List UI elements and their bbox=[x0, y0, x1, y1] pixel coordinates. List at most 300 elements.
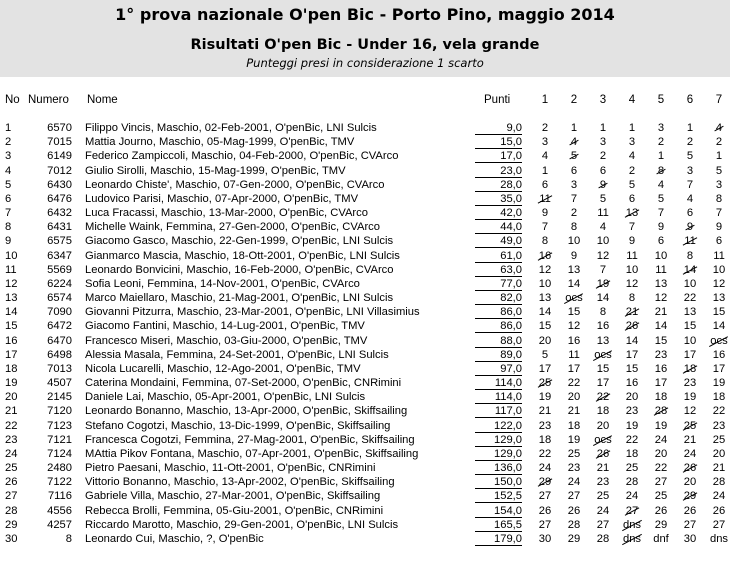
race-result-cell: 8 bbox=[570, 221, 578, 233]
race-result-cell: 27 bbox=[596, 519, 610, 531]
race-result-cell: 4 bbox=[599, 221, 607, 233]
race-result-cell: 4 bbox=[686, 193, 694, 205]
sailor-name-cell: Ludovico Parisi, Maschio, 07-Apr-2000, O'penBic, TMV bbox=[85, 193, 359, 205]
discarded-race-result-cell: dns bbox=[622, 533, 642, 545]
column-header-no: No bbox=[5, 94, 20, 106]
discarded-race-result-cell: 29 bbox=[538, 476, 552, 488]
race-result-cell: 14 bbox=[712, 320, 726, 332]
points-underline bbox=[475, 162, 522, 163]
sail-number-cell: 4257 bbox=[47, 519, 72, 531]
race-result-cell: 23 bbox=[683, 377, 697, 389]
sail-number-cell: 6431 bbox=[47, 221, 72, 233]
discarded-race-result-cell: ocs bbox=[594, 434, 612, 446]
race-result-cell: 17 bbox=[567, 363, 581, 375]
sailor-name-cell: Caterina Mondaini, Femmina, 07-Set-2000, O'penBic, CNRimini bbox=[85, 377, 402, 389]
discarded-race-result-cell: 22 bbox=[596, 391, 610, 403]
points-cell: 150,0 bbox=[494, 476, 522, 488]
points-cell: 89,0 bbox=[500, 349, 522, 361]
points-cell: 17,0 bbox=[500, 150, 522, 162]
race-result-cell: 19 bbox=[538, 391, 552, 403]
points-cell: 165,5 bbox=[494, 519, 522, 531]
race-result-cell: 5 bbox=[686, 150, 694, 162]
sail-number-cell: 7013 bbox=[47, 363, 72, 375]
discarded-race-result-cell: 14 bbox=[683, 264, 697, 276]
race-result-cell: 20 bbox=[712, 448, 726, 460]
discarded-race-result-cell: 4 bbox=[715, 122, 723, 134]
points-cell: 86,0 bbox=[500, 320, 522, 332]
race-result-cell: 18 bbox=[596, 405, 610, 417]
scoring-note: Punteggi presi in considerazione 1 scarto bbox=[246, 56, 484, 70]
points-cell: 35,0 bbox=[500, 193, 522, 205]
table-row bbox=[0, 164, 730, 178]
sail-number-cell: 5569 bbox=[47, 264, 72, 276]
race-result-cell: dnf bbox=[653, 533, 669, 545]
race-result-cell: 24 bbox=[712, 490, 726, 502]
table-row bbox=[0, 419, 730, 433]
points-cell: 117,0 bbox=[494, 405, 522, 417]
points-cell: 77,0 bbox=[500, 278, 522, 290]
table-row bbox=[0, 362, 730, 376]
race-result-cell: 10 bbox=[712, 264, 726, 276]
race-result-cell: 3 bbox=[657, 122, 665, 134]
sail-number-cell: 6224 bbox=[47, 278, 72, 290]
sail-number-cell: 6498 bbox=[47, 349, 72, 361]
sail-number-cell: 6149 bbox=[47, 150, 72, 162]
sailor-name-cell: Giovanni Pitzurra, Maschio, 23-Mar-2001, O'penBic, LNI Villasimius bbox=[85, 306, 420, 318]
race-result-cell: 6 bbox=[715, 235, 723, 247]
rank-cell: 13 bbox=[5, 292, 18, 304]
race-result-cell: 17 bbox=[538, 363, 552, 375]
race-result-cell: 22 bbox=[712, 405, 726, 417]
race-result-cell: 24 bbox=[683, 448, 697, 460]
rank-cell: 2 bbox=[5, 136, 12, 148]
rank-cell: 7 bbox=[5, 207, 12, 219]
sailor-name-cell: Riccardo Marotto, Maschio, 29-Gen-2001, O'penBic, LNI Sulcis bbox=[85, 519, 399, 531]
race-result-cell: 21 bbox=[683, 434, 697, 446]
discarded-race-result-cell: 13 bbox=[625, 207, 639, 219]
sailor-name-cell: Pietro Paesani, Maschio, 11-Ott-2001, O'penBic, CNRimini bbox=[85, 462, 376, 474]
points-cell: 44,0 bbox=[500, 221, 522, 233]
sail-number-cell: 7120 bbox=[47, 405, 72, 417]
race-result-cell: 1 bbox=[628, 122, 636, 134]
race-result-cell: 7 bbox=[657, 207, 665, 219]
race-result-cell: 1 bbox=[599, 122, 607, 134]
discarded-race-result-cell: 16 bbox=[538, 250, 552, 262]
sailor-name-cell: Francesco Miseri, Maschio, 03-Giu-2000, O'penBic, TMV bbox=[85, 335, 368, 347]
sail-number-cell: 7122 bbox=[47, 476, 72, 488]
table-row bbox=[0, 249, 730, 263]
race-result-cell: 25 bbox=[654, 490, 668, 502]
race-result-cell: 11 bbox=[597, 207, 609, 219]
sail-number-cell: 6574 bbox=[47, 292, 72, 304]
table-row bbox=[0, 433, 730, 447]
page-subtitle: Risultati O'pen Bic - Under 16, vela grande bbox=[190, 37, 540, 53]
race-result-cell: 26 bbox=[538, 505, 552, 517]
rank-cell: 27 bbox=[5, 490, 18, 502]
race-result-cell: 12 bbox=[538, 264, 552, 276]
sail-number-cell: 6470 bbox=[47, 335, 72, 347]
race-result-cell: 5 bbox=[628, 179, 636, 191]
race-result-cell: 13 bbox=[683, 306, 697, 318]
discarded-race-result-cell: 18 bbox=[683, 363, 697, 375]
discarded-race-result-cell: 26 bbox=[683, 462, 697, 474]
race-result-cell: 26 bbox=[567, 505, 581, 517]
points-cell: 122,0 bbox=[494, 420, 522, 432]
table-row bbox=[0, 121, 730, 135]
rank-cell: 24 bbox=[5, 448, 18, 460]
race-result-cell: 9 bbox=[628, 235, 636, 247]
sailor-name-cell: Federico Zampiccoli, Maschio, 04-Feb-2000, O'penBic, CVArco bbox=[85, 150, 399, 162]
points-cell: 82,0 bbox=[500, 292, 522, 304]
race-result-cell: 11 bbox=[713, 250, 725, 262]
sailor-name-cell: Giacomo Fantini, Maschio, 14-Lug-2001, O'penBic, TMV bbox=[85, 320, 365, 332]
race-result-cell: 28 bbox=[712, 476, 726, 488]
table-row bbox=[0, 348, 730, 362]
race-result-cell: 27 bbox=[712, 519, 726, 531]
race-result-cell: 9 bbox=[715, 221, 723, 233]
rank-cell: 25 bbox=[5, 462, 18, 474]
discarded-race-result-cell: 9 bbox=[599, 179, 607, 191]
race-result-cell: 3 bbox=[686, 165, 694, 177]
table-row bbox=[0, 475, 730, 489]
race-result-cell: 16 bbox=[596, 320, 610, 332]
discarded-race-result-cell: 26 bbox=[596, 448, 610, 460]
race-result-cell: 3 bbox=[599, 136, 607, 148]
points-cell: 129,0 bbox=[494, 434, 522, 446]
race-result-cell: 3 bbox=[628, 136, 636, 148]
race-result-cell: 14 bbox=[654, 320, 668, 332]
race-result-cell: 25 bbox=[596, 490, 610, 502]
points-cell: 179,0 bbox=[494, 533, 522, 545]
discarded-race-result-cell: ocs bbox=[710, 335, 728, 347]
race-result-cell: 10 bbox=[596, 235, 610, 247]
points-underline bbox=[475, 502, 522, 503]
table-row bbox=[0, 504, 730, 518]
race-result-cell: 14 bbox=[538, 306, 552, 318]
race-result-cell: 29 bbox=[654, 519, 668, 531]
points-cell: 97,0 bbox=[500, 363, 522, 375]
race-result-cell: 10 bbox=[538, 278, 552, 290]
race-result-cell: 20 bbox=[625, 391, 639, 403]
sailor-name-cell: Gabriele Villa, Maschio, 27-Mar-2001, O'penBic, Skiffsailing bbox=[85, 490, 381, 502]
rank-cell: 23 bbox=[5, 434, 18, 446]
race-result-cell: 3 bbox=[715, 179, 723, 191]
race-result-cell: 20 bbox=[683, 476, 697, 488]
race-result-cell: 23 bbox=[538, 420, 552, 432]
race-result-cell: 18 bbox=[712, 391, 726, 403]
sail-number-cell: 7116 bbox=[47, 490, 72, 502]
race-result-cell: 13 bbox=[538, 292, 552, 304]
sailor-name-cell: Marco Maiellaro, Maschio, 21-Mag-2001, O'penBic, LNI Sulcis bbox=[85, 292, 394, 304]
race-result-cell: 19 bbox=[683, 391, 697, 403]
race-result-cell: 21 bbox=[567, 405, 581, 417]
race-result-cell: 12 bbox=[683, 405, 697, 417]
race-result-cell: 23 bbox=[596, 476, 610, 488]
race-result-cell: 23 bbox=[654, 349, 668, 361]
sailor-name-cell: Giacomo Gasco, Maschio, 22-Gen-1999, O'penBic, LNI Sulcis bbox=[85, 235, 394, 247]
race-result-cell: 27 bbox=[683, 519, 697, 531]
table-row bbox=[0, 447, 730, 461]
discarded-race-result-cell: 21 bbox=[625, 306, 639, 318]
race-result-cell: 7 bbox=[541, 221, 549, 233]
race-result-cell: 4 bbox=[541, 150, 549, 162]
race-result-cell: 26 bbox=[654, 505, 668, 517]
race-result-cell: 21 bbox=[712, 462, 726, 474]
race-result-cell: 27 bbox=[567, 490, 581, 502]
race-result-cell: 10 bbox=[683, 278, 697, 290]
discarded-race-result-cell: 19 bbox=[596, 278, 610, 290]
column-header-race-7: 7 bbox=[715, 94, 723, 106]
race-result-cell: 24 bbox=[654, 434, 668, 446]
race-result-cell: 2 bbox=[541, 122, 549, 134]
discarded-race-result-cell: 25 bbox=[538, 377, 552, 389]
points-cell: 129,0 bbox=[494, 448, 522, 460]
race-result-cell: 13 bbox=[654, 278, 668, 290]
discarded-race-result-cell: 26 bbox=[625, 320, 639, 332]
points-underline bbox=[475, 417, 522, 418]
points-underline bbox=[475, 545, 522, 546]
race-result-cell: 25 bbox=[625, 462, 639, 474]
table-row bbox=[0, 277, 730, 291]
sail-number-cell: 2145 bbox=[47, 391, 72, 403]
rank-cell: 4 bbox=[5, 165, 12, 177]
points-cell: 86,0 bbox=[500, 306, 522, 318]
rank-cell: 18 bbox=[5, 363, 18, 375]
sail-number-cell: 6570 bbox=[47, 122, 72, 134]
race-result-cell: 9 bbox=[541, 207, 549, 219]
race-result-cell: 5 bbox=[541, 349, 549, 361]
race-result-cell: 15 bbox=[683, 320, 697, 332]
discarded-race-result-cell: 9 bbox=[686, 221, 694, 233]
sailor-name-cell: Leonardo Bonanno, Maschio, 13-Apr-2000, O'penBic, Skiffsailing bbox=[85, 405, 408, 417]
sailor-name-cell: Stefano Cogotzi, Maschio, 13-Dic-1999, O'penBic, Skiffsailing bbox=[85, 420, 391, 432]
race-result-cell: 23 bbox=[712, 420, 726, 432]
race-result-cell: 12 bbox=[567, 320, 581, 332]
race-result-cell: 13 bbox=[712, 292, 726, 304]
points-cell: 114,0 bbox=[494, 391, 522, 403]
points-underline bbox=[475, 332, 522, 333]
race-result-cell: 25 bbox=[567, 448, 581, 460]
race-result-cell: 27 bbox=[654, 476, 668, 488]
table-row bbox=[0, 376, 730, 390]
table-row bbox=[0, 220, 730, 234]
sail-number-cell: 6575 bbox=[47, 235, 72, 247]
race-result-cell: 22 bbox=[538, 448, 552, 460]
race-result-cell: 30 bbox=[538, 533, 552, 545]
table-row bbox=[0, 135, 730, 149]
points-cell: 88,0 bbox=[500, 335, 522, 347]
race-result-cell: 9 bbox=[570, 250, 578, 262]
race-result-cell: 19 bbox=[712, 377, 726, 389]
race-result-cell: 12 bbox=[654, 292, 668, 304]
discarded-race-result-cell: dns bbox=[622, 519, 642, 531]
column-header-race-3: 3 bbox=[599, 94, 607, 106]
table-row bbox=[0, 334, 730, 348]
column-header-race-6: 6 bbox=[686, 94, 694, 106]
race-result-cell: 24 bbox=[538, 462, 552, 474]
page-title: 1° prova nazionale O'pen Bic - Porto Pino, maggio 2014 bbox=[115, 5, 615, 24]
sailor-name-cell: Nicola Lucarelli, Maschio, 12-Ago-2001, O'penBic, TMV bbox=[85, 363, 361, 375]
race-result-cell: 2 bbox=[628, 165, 636, 177]
race-result-cell: 15 bbox=[625, 363, 639, 375]
race-result-cell: 18 bbox=[654, 391, 668, 403]
points-cell: 42,0 bbox=[500, 207, 522, 219]
race-result-cell: 2 bbox=[657, 136, 665, 148]
column-header-race-2: 2 bbox=[570, 94, 578, 106]
discarded-race-result-cell: 11 bbox=[539, 193, 551, 205]
race-result-cell: 7 bbox=[715, 207, 723, 219]
race-result-cell: 7 bbox=[686, 179, 694, 191]
race-result-cell: 11 bbox=[568, 349, 580, 361]
race-result-cell: 12 bbox=[625, 278, 639, 290]
race-result-cell: 7 bbox=[628, 221, 636, 233]
rank-cell: 28 bbox=[5, 505, 18, 517]
race-result-cell: 5 bbox=[657, 193, 665, 205]
race-result-cell: 17 bbox=[596, 377, 610, 389]
table-row bbox=[0, 518, 730, 532]
sailor-name-cell: Luca Fracassi, Maschio, 13-Mar-2000, O'penBic, CVArco bbox=[85, 207, 368, 219]
race-result-cell: 14 bbox=[625, 335, 639, 347]
discarded-race-result-cell: 4 bbox=[570, 136, 578, 148]
points-cell: 15,0 bbox=[500, 136, 522, 148]
race-result-cell: 15 bbox=[538, 320, 552, 332]
race-result-cell: 24 bbox=[567, 476, 581, 488]
points-underline bbox=[475, 247, 522, 248]
rank-cell: 6 bbox=[5, 193, 12, 205]
sailor-name-cell: Vittorio Bonanno, Maschio, 13-Apr-2002, O'penBic, Skiffsailing bbox=[85, 476, 395, 488]
rank-cell: 29 bbox=[5, 519, 18, 531]
table-row bbox=[0, 263, 730, 277]
points-cell: 154,0 bbox=[494, 505, 522, 517]
sailor-name-cell: Michelle Waink, Femmina, 27-Gen-2000, O'penBic, CVArco bbox=[85, 221, 380, 233]
race-result-cell: 3 bbox=[570, 179, 578, 191]
race-result-cell: 28 bbox=[596, 533, 610, 545]
table-row bbox=[0, 178, 730, 192]
race-result-cell: 16 bbox=[654, 363, 668, 375]
race-result-cell: 2 bbox=[599, 150, 607, 162]
sail-number-cell: 2480 bbox=[47, 462, 72, 474]
race-result-cell: 13 bbox=[567, 264, 581, 276]
race-result-cell: 6 bbox=[628, 193, 636, 205]
race-result-cell: 23 bbox=[567, 462, 581, 474]
sail-number-cell: 8 bbox=[65, 533, 72, 545]
race-result-cell: 26 bbox=[712, 505, 726, 517]
points-cell: 61,0 bbox=[500, 250, 522, 262]
race-result-cell: 26 bbox=[683, 505, 697, 517]
race-result-cell: 25 bbox=[712, 434, 726, 446]
discarded-race-result-cell: 29 bbox=[683, 490, 697, 502]
race-result-cell: 28 bbox=[625, 476, 639, 488]
race-result-cell: 6 bbox=[657, 235, 665, 247]
table-row bbox=[0, 404, 730, 418]
race-result-cell: 8 bbox=[686, 250, 694, 262]
points-cell: 23,0 bbox=[500, 165, 522, 177]
rank-cell: 17 bbox=[5, 349, 18, 361]
table-row bbox=[0, 291, 730, 305]
race-result-cell: 17 bbox=[683, 349, 697, 361]
race-result-cell: 8 bbox=[541, 235, 549, 247]
column-header-nome: Nome bbox=[87, 94, 118, 106]
race-result-cell: 19 bbox=[625, 420, 639, 432]
race-result-cell: 8 bbox=[599, 306, 607, 318]
sailor-name-cell: Francesca Cogotzi, Femmina, 27-Mag-2001, O'penBic, Skiffsailing bbox=[85, 434, 415, 446]
race-result-cell: 22 bbox=[625, 434, 639, 446]
sail-number-cell: 6430 bbox=[47, 179, 72, 191]
sailor-name-cell: Leonardo Cui, Maschio, ?, O'penBic bbox=[85, 533, 264, 545]
rank-cell: 3 bbox=[5, 150, 12, 162]
table-row bbox=[0, 461, 730, 475]
table-row bbox=[0, 234, 730, 248]
race-result-cell: 20 bbox=[538, 335, 552, 347]
race-result-cell: 11 bbox=[655, 264, 667, 276]
race-result-cell: 1 bbox=[686, 122, 694, 134]
race-result-cell: 1 bbox=[715, 150, 723, 162]
column-header-punti: Punti bbox=[484, 94, 511, 106]
sail-number-cell: 7123 bbox=[47, 420, 72, 432]
race-result-cell: 17 bbox=[712, 363, 726, 375]
race-result-cell: 8 bbox=[628, 292, 636, 304]
race-result-cell: 21 bbox=[596, 462, 610, 474]
race-result-cell: 21 bbox=[538, 405, 552, 417]
table-row bbox=[0, 532, 730, 546]
race-result-cell: 7 bbox=[570, 193, 578, 205]
race-result-cell: 11 bbox=[626, 250, 638, 262]
race-result-cell: 13 bbox=[596, 335, 610, 347]
race-result-cell: 1 bbox=[570, 122, 578, 134]
race-result-cell: 18 bbox=[538, 434, 552, 446]
sailor-name-cell: Daniele Lai, Maschio, 05-Apr-2001, O'penBic, LNI Sulcis bbox=[85, 391, 366, 403]
race-result-cell: 6 bbox=[570, 165, 578, 177]
column-header-race-5: 5 bbox=[657, 94, 665, 106]
race-result-cell: 17 bbox=[654, 377, 668, 389]
race-result-cell: 22 bbox=[567, 377, 581, 389]
race-result-cell: 2 bbox=[570, 207, 578, 219]
race-result-cell: 12 bbox=[596, 250, 610, 262]
race-result-cell: 5 bbox=[715, 165, 723, 177]
points-cell: 63,0 bbox=[500, 264, 522, 276]
race-result-cell: 22 bbox=[683, 292, 697, 304]
column-header-numero: Numero bbox=[28, 94, 69, 106]
table-row bbox=[0, 390, 730, 404]
table-row bbox=[0, 305, 730, 319]
race-result-cell: 23 bbox=[625, 405, 639, 417]
sail-number-cell: 7012 bbox=[47, 165, 72, 177]
race-result-cell: 3 bbox=[541, 136, 549, 148]
discarded-race-result-cell: 25 bbox=[683, 420, 697, 432]
race-result-cell: 20 bbox=[567, 391, 581, 403]
table-row bbox=[0, 319, 730, 333]
race-result-cell: 14 bbox=[596, 292, 610, 304]
race-result-cell: 28 bbox=[567, 519, 581, 531]
sail-number-cell: 6347 bbox=[47, 250, 72, 262]
rank-cell: 14 bbox=[5, 306, 18, 318]
sail-number-cell: 6476 bbox=[47, 193, 72, 205]
sailor-name-cell: Rebecca Brolli, Femmina, 05-Giu-2001, O'penBic, CNRimini bbox=[85, 505, 384, 517]
points-cell: 152,5 bbox=[494, 490, 522, 502]
sail-number-cell: 4556 bbox=[47, 505, 72, 517]
table-row bbox=[0, 192, 730, 206]
sail-number-cell: 6432 bbox=[47, 207, 72, 219]
race-result-cell: 17 bbox=[625, 349, 639, 361]
race-result-cell: 8 bbox=[715, 193, 723, 205]
discarded-race-result-cell: 27 bbox=[625, 505, 639, 517]
sailor-name-cell: Filippo Vincis, Maschio, 02-Feb-2001, O'penBic, LNI Sulcis bbox=[85, 122, 377, 134]
race-result-cell: 6 bbox=[686, 207, 694, 219]
sailor-name-cell: Leonardo Bonvicini, Maschio, 16-Feb-2000, O'penBic, CVArco bbox=[85, 264, 394, 276]
sail-number-cell: 7015 bbox=[47, 136, 72, 148]
rank-cell: 20 bbox=[5, 391, 18, 403]
rank-cell: 9 bbox=[5, 235, 12, 247]
